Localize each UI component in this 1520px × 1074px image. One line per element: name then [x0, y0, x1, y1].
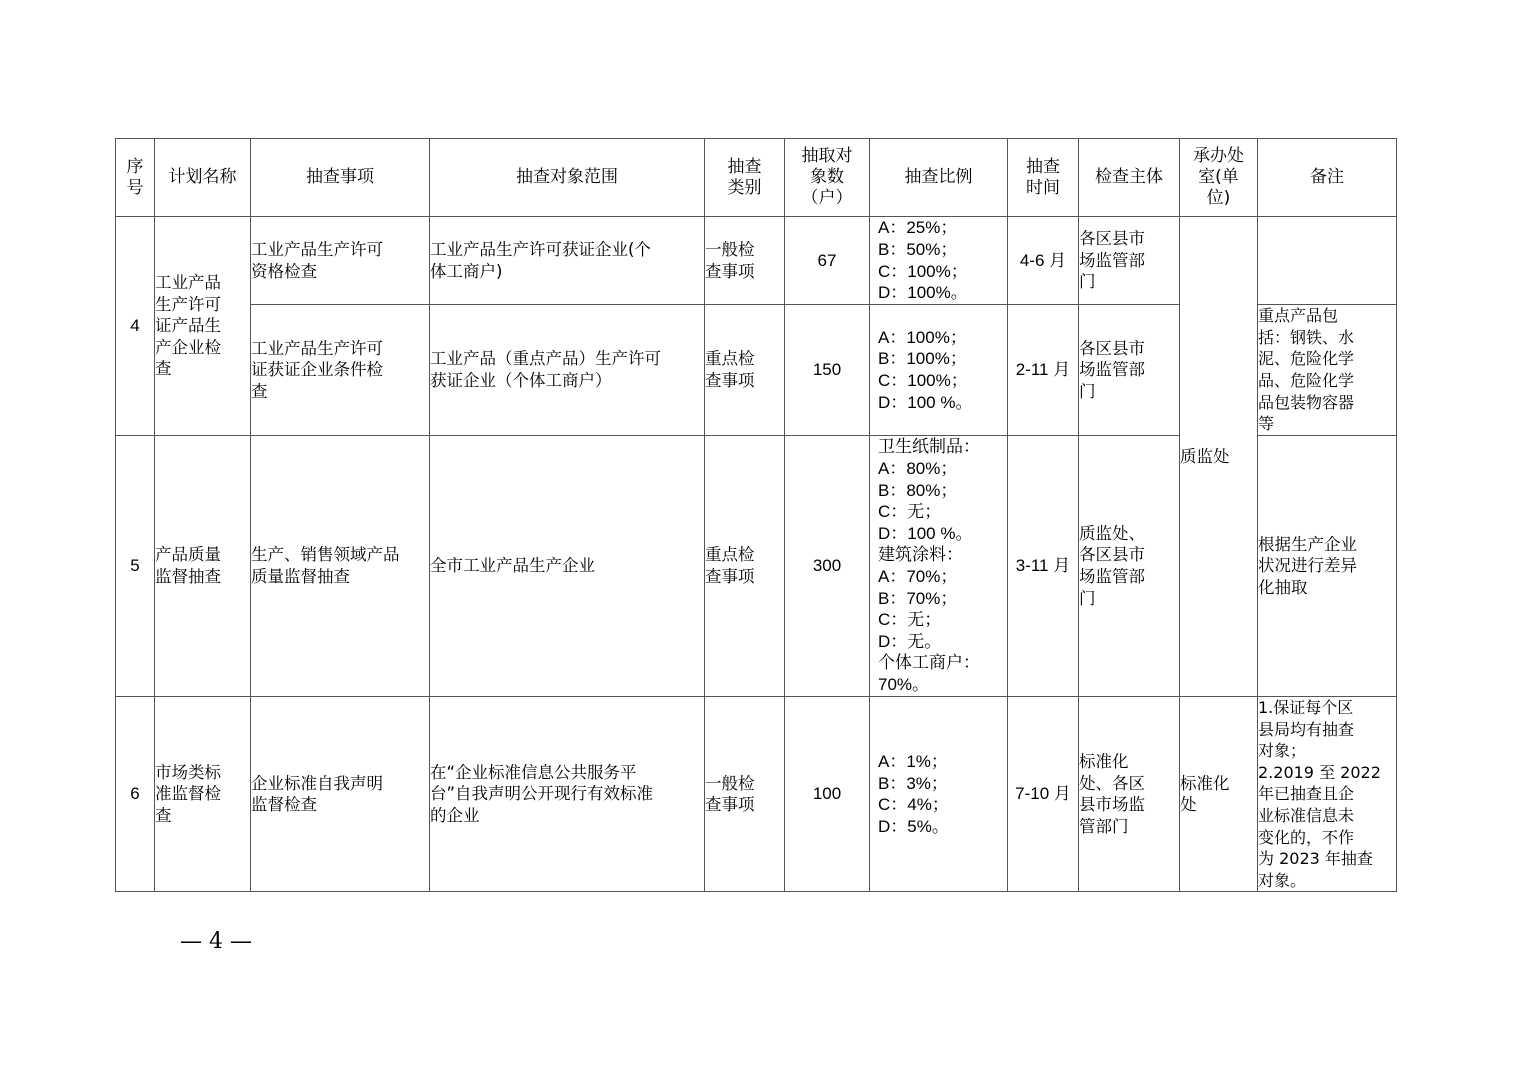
header-scope: 抽查对象范围 [430, 139, 705, 217]
header-note: 备注 [1258, 139, 1397, 217]
header-row [116, 139, 1397, 217]
row4a-time: 4-6 月 [1008, 217, 1079, 305]
row4a-item: 工业产品生产许可 资格检查 [251, 217, 430, 305]
row5-plan-name: 产品质量 监督抽查 [155, 436, 251, 697]
row4a-category: 一般检 查事项 [705, 217, 785, 305]
row4a-count: 67 [785, 217, 870, 305]
header-seq: 序 号 [116, 139, 155, 217]
row6-plan-name: 市场类标 准监督检 查 [155, 697, 251, 892]
row5-subject: 质监处、 各区县市 场监管部 门 [1079, 436, 1180, 697]
inspection-plan-table [115, 138, 1397, 892]
row6-subject: 标准化 处、各区 县市场监 管部门 [1079, 697, 1180, 892]
row6-ratio: A：1%； B：3%； C：4%； D：5%。 [870, 697, 1008, 892]
row5-count: 300 [785, 436, 870, 697]
row5-category: 重点检 查事项 [705, 436, 785, 697]
row5-time: 3-11 月 [1008, 436, 1079, 697]
row6-seq: 6 [116, 697, 155, 892]
row4b-category: 重点检 查事项 [705, 305, 785, 436]
header-plan-name: 计划名称 [155, 139, 251, 217]
row4b-scope: 工业产品（重点产品）生产许可 获证企业（个体工商户） [430, 305, 705, 436]
row6-office: 标准化 处 [1180, 697, 1258, 892]
header-category: 抽查 类别 [705, 139, 785, 217]
row4b-ratio: A：100%； B：100%； C：100%； D：100 %。 [870, 305, 1008, 436]
row5-scope: 全市工业产品生产企业 [430, 436, 705, 697]
row6-note: 1.保证每个区 县局均有抽查 对象； 2.2019 至 2022 年已抽查且企 业标准信息未 变化的，不作 为 2023 年抽查 对象。 [1258, 697, 1397, 892]
page-number: — 4 — [180, 929, 252, 954]
row4-seq: 4 [116, 217, 155, 436]
row6-category: 一般检 查事项 [705, 697, 785, 892]
row4b-subject: 各区县市 场监管部 门 [1079, 305, 1180, 436]
row4a-subject: 各区县市 场监管部 门 [1079, 217, 1180, 305]
header-time: 抽查 时间 [1008, 139, 1079, 217]
row4a-ratio: A：25%； B：50%； C：100%； D：100%。 [870, 217, 1008, 305]
header-item: 抽查事项 [251, 139, 430, 217]
row4a-note [1258, 217, 1397, 305]
row4b-item: 工业产品生产许可 证获证企业条件检 查 [251, 305, 430, 436]
row4b-note: 重点产品包 括：钢铁、水 泥、危险化学 品、危险化学 品包装物容器 等 [1258, 305, 1397, 436]
row4b-count: 150 [785, 305, 870, 436]
row5-note: 根据生产企业 状况进行差异 化抽取 [1258, 436, 1397, 697]
header-count: 抽取对 象数 （户） [785, 139, 870, 217]
row6-item: 企业标准自我声明 监督检查 [251, 697, 430, 892]
row4b-time: 2-11 月 [1008, 305, 1079, 436]
header-subject: 检查主体 [1079, 139, 1180, 217]
row5-ratio: 卫生纸制品： A：80%； B：80%； C：无； D：100 %。 建筑涂料： A：70%； B：70%； C：无； D：无。 个体工商户： 70%。 [870, 436, 1008, 697]
row6-count: 100 [785, 697, 870, 892]
table-row [116, 697, 1397, 892]
row4a-scope: 工业产品生产许可获证企业(个 体工商户) [430, 217, 705, 305]
row6-scope: 在“企业标准信息公共服务平 台”自我声明公开现行有效标准 的企业 [430, 697, 705, 892]
row5-item: 生产、销售领域产品 质量监督抽查 [251, 436, 430, 697]
row4-plan-name: 工业产品 生产许可 证产品生 产企业检 查 [155, 217, 251, 436]
table-row [116, 217, 1397, 305]
row5-seq: 5 [116, 436, 155, 697]
header-office: 承办处 室(单 位) [1180, 139, 1258, 217]
row4-5-office: 质监处 [1180, 217, 1258, 697]
header-ratio: 抽查比例 [870, 139, 1008, 217]
row6-time: 7-10 月 [1008, 697, 1079, 892]
